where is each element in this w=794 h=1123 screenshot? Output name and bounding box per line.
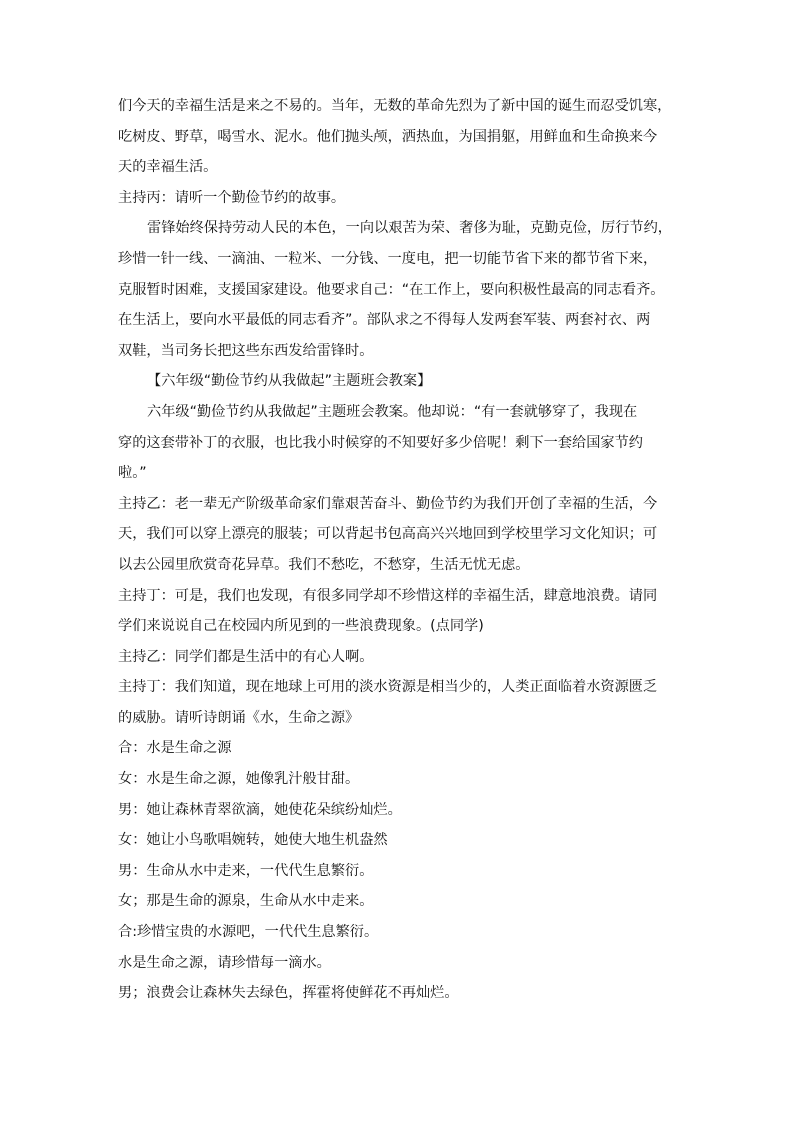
text-line: 天的幸福生活。 (118, 159, 218, 176)
text-line: 合:珍惜宝贵的水源吧，一代代生息繁衍。 (118, 924, 379, 941)
text-line: 女；那是生命的源泉，生命从水中走来。 (118, 893, 374, 910)
text-line: 六年级“勤俭节约从我做起”主题班会教案。他却说：“有一套就够穿了，我现在 (147, 403, 638, 420)
text-line: 男：生命从水中走来，一代代生息繁衍。 (118, 862, 374, 879)
text-line: 合：水是生命之源 (118, 740, 232, 757)
text-line: 吃树皮、野草，喝雪水、泥水。他们抛头颅，洒热血，为国捐躯，用鲜血和生命换来今 (118, 128, 658, 145)
text-line: 主持乙：老一辈无产阶级革命家们靠艰苦奋斗、勤俭节约为我们开创了幸福的生活，今 (118, 495, 658, 512)
text-line: 啦。” (118, 465, 147, 482)
text-line: 天，我们可以穿上漂亮的服装；可以背起书包高高兴兴地回到学校里学习文化知识；可 (118, 526, 658, 543)
text-line: 主持丙：请听一个勤俭节约的故事。 (118, 189, 346, 206)
text-line: 【六年级“勤俭节约从我做起”主题班会教案】 (147, 373, 432, 390)
text-line: 在生活上，要向水平最低的同志看齐”。部队求之不得每人发两套军装、两套衬衣、两 (118, 312, 651, 329)
text-line: 的威胁。请听诗朗诵《水，生命之源》 (118, 709, 360, 726)
text-line: 雷锋始终保持劳动人民的本色，一向以艰苦为荣、奢侈为耻，克勤克俭，厉行节约， (147, 220, 672, 237)
text-line: 克服暂时困难，支援国家建设。他要求自己：“在工作上，要向积极性最高的同志看齐。 (118, 281, 665, 298)
text-line: 水是生命之源，请珍惜每一滴水。 (118, 954, 331, 971)
text-line: 主持丁：可是，我们也发现，有很多同学却不珍惜这样的幸福生活，肆意地浪费。请同 (118, 587, 658, 604)
text-line: 珍惜一针一线、一滴油、一粒米、一分钱、一度电，把一切能节省下来的都节省下来， (118, 250, 658, 267)
text-line: 穿的这套带补丁的衣服，也比我小时候穿的不知要好多少倍呢！剩下一套给国家节约 (118, 434, 643, 451)
text-line: 双鞋，当司务长把这些东西发给雷锋时。 (118, 342, 374, 359)
text-line: 主持丁：我们知道，现在地球上可用的淡水资源是相当少的，人类正面临着水资源匮乏 (118, 679, 658, 696)
text-line: 以去公园里欣赏奇花异草。我们不愁吃，不愁穿，生活无忧无虑。 (118, 556, 530, 573)
text-line: 女：水是生命之源，她像乳汁般甘甜。 (118, 771, 360, 788)
text-line: 主持乙：同学们都是生活中的有心人啊。 (118, 648, 374, 665)
text-line: 学们来说说自己在校园内所见到的一些浪费现象。(点同学) (118, 618, 484, 635)
text-line: 男；浪费会让森林失去绿色，挥霍将使鲜花不再灿烂。 (118, 985, 459, 1002)
text-line: 女：她让小鸟歌唱婉转，她使大地生机盎然 (118, 832, 388, 849)
text-line: 们今天的幸福生活是来之不易的。当年，无数的革命先烈为了新中国的诞生而忍受饥寒， (118, 98, 672, 114)
text-line: 男：她让森林青翠欲滴，她使花朵缤纷灿烂。 (118, 801, 402, 818)
document-body (118, 91, 684, 1009)
